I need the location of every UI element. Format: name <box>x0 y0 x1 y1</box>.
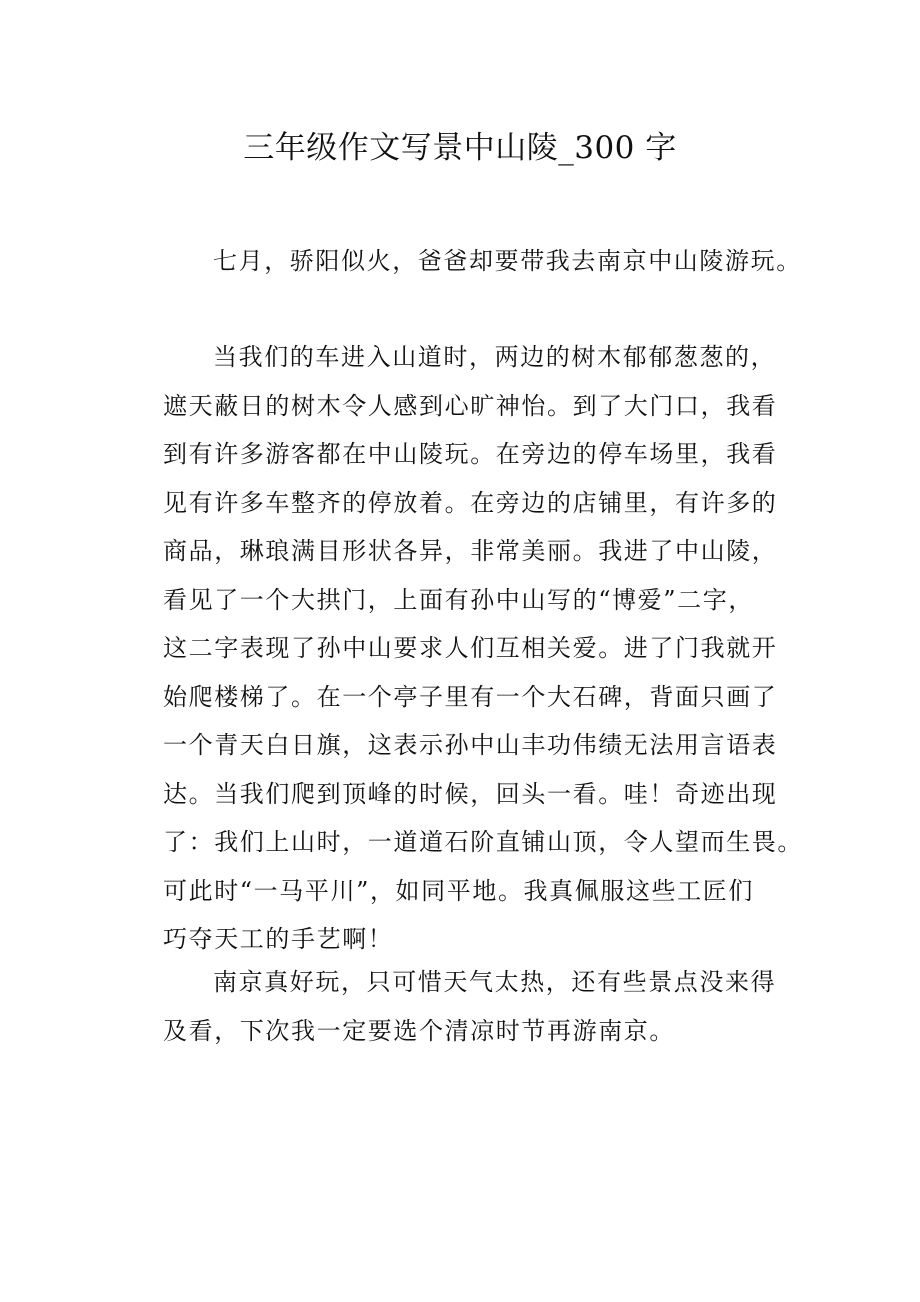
paragraph-3 <box>163 958 776 1055</box>
paragraph-line: 始爬楼梯了。在一个亭子里有一个大石碑，背面只画了 <box>163 682 778 711</box>
paragraph-line: 可此时“一马平川”，如同平地。我真佩服这些工匠们 <box>163 876 754 905</box>
paragraph-1 <box>163 237 802 286</box>
paragraph-line: 及看，下次我一定要选个清凉时节再游南京。 <box>163 1016 675 1045</box>
paragraph-line: 一个青天白日旗，这表示孙中山丰功伟绩无法用言语表 <box>163 731 778 759</box>
paragraph-line: 巧夺天工的手艺啊！ <box>163 925 394 953</box>
paragraph-line: 这二字表现了孙中山要求人们互相关爱。进了门我就开 <box>163 634 778 662</box>
paragraph-line: 到有许多游客都在中山陵玩。在旁边的停车场里，我看 <box>163 440 778 468</box>
paragraph-line: 遮天蔽日的树木令人感到心旷神怡。到了大门口，我看 <box>163 391 778 420</box>
paragraph-line: 商品，琳琅满目形状各异，非常美丽。我进了中山陵， <box>163 537 778 565</box>
paragraph-2 <box>163 333 803 964</box>
paragraph-line: 了：我们上山时，一道道石阶直铺山顶，令人望而生畏。 <box>163 828 803 856</box>
paragraph-line: 南京真好玩，只可惜天气太热，还有些景点没来得 <box>213 968 777 996</box>
paragraph-line: 看见了一个大拱门，上面有孙中山写的“博爱”二字， <box>163 585 754 614</box>
page-title: 三年级作文写景中山陵_300 字 <box>243 130 677 166</box>
paragraph-line: 七月，骄阳似火，爸爸却要带我去南京中山陵游玩。 <box>213 247 802 275</box>
paragraph-line: 达。当我们爬到顶峰的时候，回头一看。哇！奇迹出现 <box>163 779 778 808</box>
paragraph-line: 当我们的车进入山道时，两边的树木郁郁葱葱的， <box>213 343 777 371</box>
paragraph-line: 见有许多车整齐的停放着。在旁边的店铺里，有许多的 <box>163 488 778 517</box>
